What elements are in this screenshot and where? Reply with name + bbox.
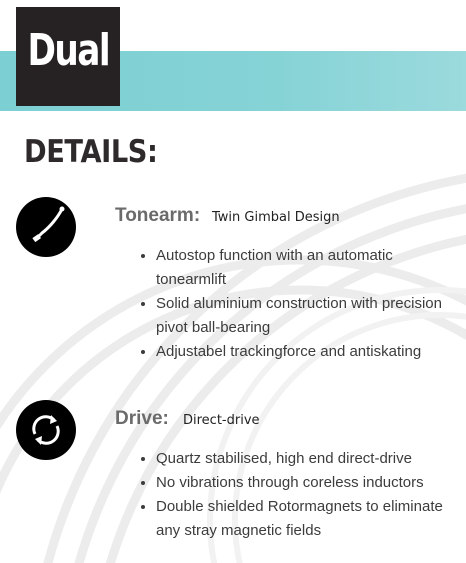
tonearm-icon — [16, 197, 76, 257]
logo-text: Dual — [27, 25, 110, 76]
drive-title: Drive: — [115, 408, 169, 429]
list-item: • Double shielded Rotormagnets to eliminate any stray magnetic fields — [156, 495, 456, 543]
drive-features-list — [140, 447, 456, 543]
drive-subtitle: Direct-drive — [183, 413, 260, 428]
dual-logo — [16, 7, 120, 106]
list-item: • Autostop function with an automatic tonearmlift — [156, 244, 456, 292]
tonearm-title: Tonearm: — [115, 205, 201, 226]
tonearm-subtitle: Twin Gimbal Design — [212, 210, 340, 225]
tonearm-features-list — [140, 244, 456, 364]
list-item: • Quartz stabilised, high end direct-drive — [156, 447, 456, 471]
rotation-arrows-icon — [16, 400, 76, 460]
list-item: • Adjustabel trackingforce and antiskating — [156, 340, 456, 364]
list-item: • Solid aluminium construction with precision pivot ball-bearing — [156, 292, 456, 340]
page-title: DETAILS: — [24, 134, 158, 170]
list-item: • No vibrations through coreless inductors — [156, 471, 456, 495]
